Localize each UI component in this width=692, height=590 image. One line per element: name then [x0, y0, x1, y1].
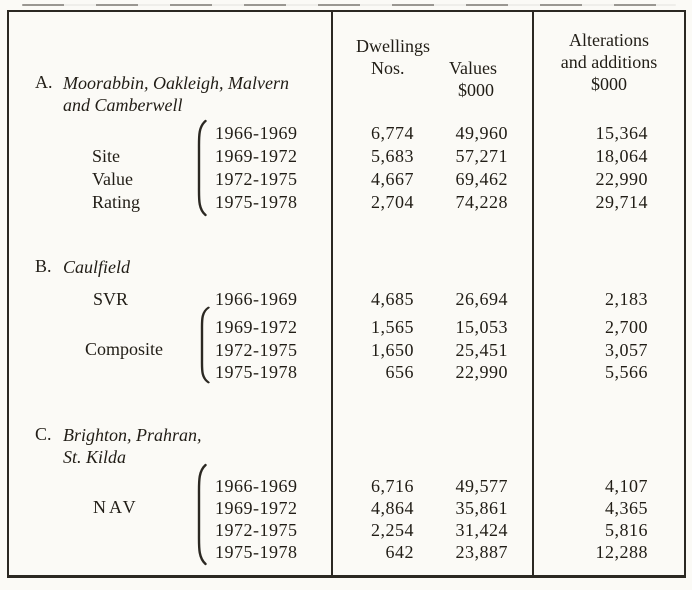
data-row [9, 497, 685, 519]
alterations-cell: 5,816 [605, 520, 648, 540]
data-row [9, 122, 685, 145]
dwellings-nos-cell: 656 [385, 362, 414, 382]
values-unit-label: $000 [458, 80, 494, 100]
dwellings-values-cell: 57,271 [455, 146, 508, 166]
data-row [9, 361, 685, 384]
dwellings-values-cell: 31,424 [455, 520, 508, 540]
period-cell: 1972-1975 [215, 339, 298, 360]
dwellings-values-cell: 23,887 [455, 542, 508, 562]
section-a-moorabbin [9, 72, 685, 224]
alterations-cell: 4,107 [605, 476, 648, 496]
dwellings-values-cell: 15,053 [455, 317, 508, 337]
data-row [9, 168, 685, 191]
nos-column-header: Nos. [371, 58, 405, 78]
scan-smudge-artifact [22, 4, 676, 6]
dwellings-values-cell: 74,228 [455, 192, 508, 212]
period-cell: 1975-1978 [215, 362, 298, 382]
section-title [63, 424, 202, 468]
alterations-cell: 2,700 [605, 317, 648, 337]
section-b-caulfield [9, 256, 685, 390]
data-row [9, 541, 685, 563]
dwellings-nos-cell: 642 [385, 542, 414, 562]
dwellings-nos-cell: 6,716 [371, 476, 414, 496]
group-label-line: Value [92, 169, 133, 189]
alterations-cell: 3,057 [605, 339, 648, 360]
data-row [9, 288, 685, 311]
data-row [9, 475, 685, 497]
section-letter: C. [35, 424, 52, 444]
dwellings-values-cell: 26,694 [455, 289, 508, 309]
data-row [9, 145, 685, 168]
section-c-brighton [9, 424, 685, 572]
data-rows [9, 122, 685, 214]
period-cell: 1972-1975 [215, 169, 298, 189]
alterations-unit-label: $000 [591, 74, 627, 94]
alterations-cell: 29,714 [595, 192, 648, 212]
dwellings-nos-cell: 5,683 [371, 146, 414, 166]
data-row [9, 339, 685, 362]
period-cell: 1972-1975 [215, 520, 298, 540]
dwellings-nos-cell: 1,650 [371, 339, 414, 360]
group-label-line: SVR [93, 289, 129, 309]
data-row [9, 316, 685, 339]
period-cell: 1969-1972 [215, 146, 298, 166]
dwellings-values-cell: 69,462 [455, 169, 508, 189]
period-cell: 1969-1972 [215, 498, 298, 518]
alterations-header-line1: Alterations [569, 30, 649, 50]
period-cell: 1966-1969 [215, 289, 298, 309]
period-cell: 1969-1972 [215, 317, 298, 337]
period-cell: 1975-1978 [215, 542, 298, 562]
dwellings-nos-cell: 2,704 [371, 192, 414, 212]
data-row [9, 519, 685, 541]
values-column-header: Values [449, 58, 497, 78]
dwellings-nos-cell: 6,774 [371, 123, 414, 143]
dwellings-values-cell: 35,861 [455, 498, 508, 518]
alterations-cell: 18,064 [595, 146, 648, 166]
period-cell: 1966-1969 [215, 476, 298, 496]
section-letter: B. [35, 256, 52, 276]
dwellings-values-cell: 49,960 [455, 123, 508, 143]
alterations-cell: 12,288 [595, 542, 648, 562]
data-rows [9, 475, 685, 563]
section-title-line: Moorabbin, Oakleigh, Malvern [63, 73, 289, 93]
dwellings-nos-cell: 4,667 [371, 169, 414, 189]
section-title-line: Caulfield [63, 257, 130, 277]
data-row [9, 191, 685, 214]
group-label-line: NAV [93, 497, 139, 517]
dwellings-nos-cell: 4,864 [371, 498, 414, 518]
group-label-line: Site [92, 146, 121, 166]
dwellings-nos-cell: 2,254 [371, 520, 414, 540]
section-title [63, 72, 289, 116]
dwellings-values-cell: 25,451 [455, 339, 508, 360]
section-letter: A. [35, 72, 53, 92]
dwellings-values-cell: 49,577 [455, 476, 508, 496]
section-title [63, 256, 130, 278]
alterations-cell: 15,364 [595, 123, 648, 143]
alterations-cell: 22,990 [595, 169, 648, 189]
section-title-line: Brighton, Prahran, [63, 425, 202, 445]
dwellings-nos-cell: 4,685 [371, 289, 414, 309]
section-title-line: St. Kilda [63, 447, 127, 467]
dwellings-values-cell: 22,990 [455, 362, 508, 382]
group-label-line: Composite [85, 339, 164, 359]
dwellings-nos-cell: 1,565 [371, 317, 414, 337]
data-rows [9, 288, 685, 311]
dwellings-column-header: Dwellings [356, 36, 430, 56]
alterations-cell: 5,566 [605, 362, 648, 382]
section-title-line: and Camberwell [63, 95, 183, 115]
data-rows [9, 316, 685, 384]
alterations-header-line2: and additions [560, 52, 658, 72]
period-cell: 1975-1978 [215, 192, 298, 212]
alterations-cell: 2,183 [605, 289, 648, 309]
group-label-line: Rating [92, 192, 140, 212]
alterations-cell: 4,365 [605, 498, 648, 518]
period-cell: 1966-1969 [215, 123, 298, 143]
